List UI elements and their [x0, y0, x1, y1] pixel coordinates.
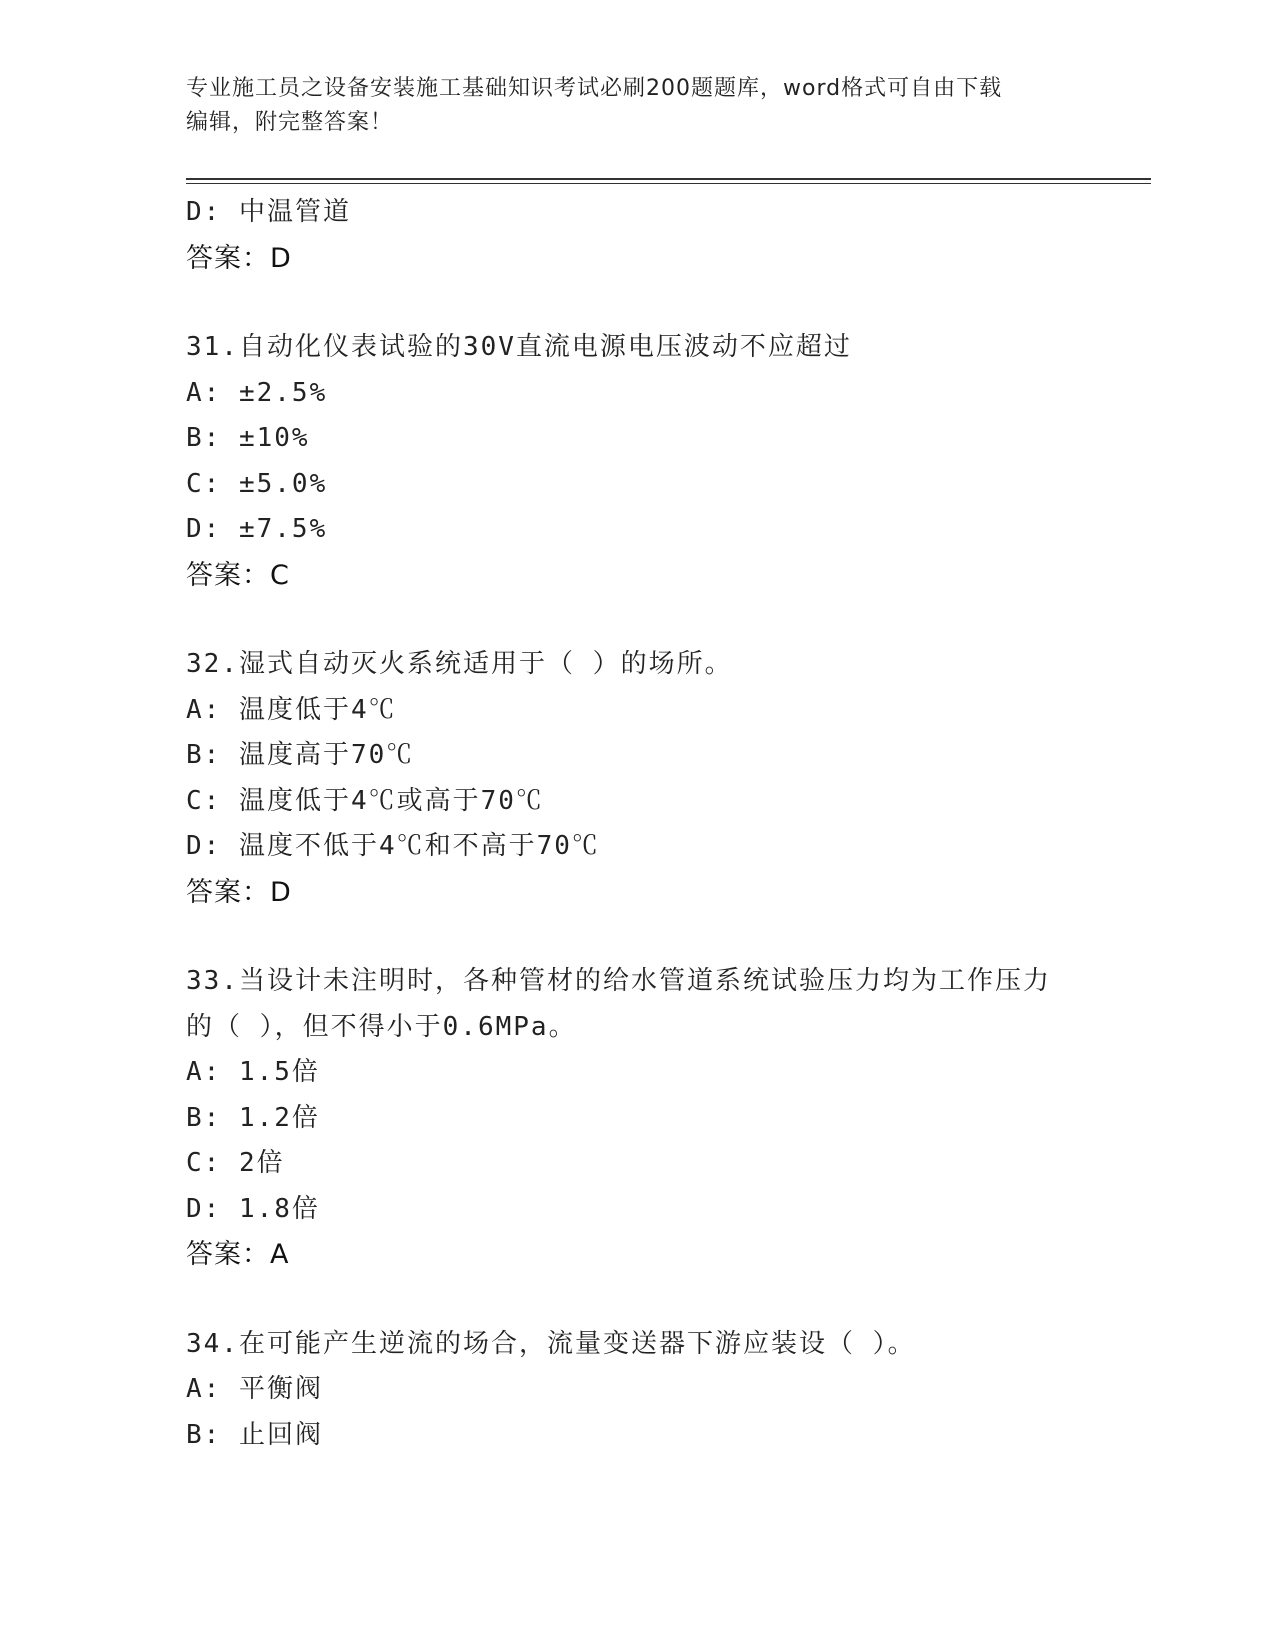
question-spacer [186, 598, 1151, 642]
question-stem-line: 的（ ），但不得小于0.6MPa。 [186, 1011, 577, 1042]
carryover-option-d: D: 中温管道 [186, 197, 351, 227]
header-rule-thin [186, 183, 1151, 184]
option-c: C: ±5.0% [186, 468, 328, 499]
option-d: D: 1.8倍 [186, 1193, 320, 1224]
option-b: B: 止回阀 [186, 1419, 323, 1450]
answer: 答案：C [186, 559, 290, 591]
question-stem [186, 642, 1151, 688]
question-spacer [186, 1278, 1151, 1322]
option-b: B: 1.2倍 [186, 1102, 320, 1133]
question-stem-line: 33.当设计未注明时，各种管材的给水管道系统试验压力均为工作压力 [186, 966, 1051, 996]
question-stem [186, 959, 1151, 1050]
option-c: C: 2倍 [186, 1148, 285, 1178]
option-a: A: 温度低于4℃ [186, 694, 397, 725]
question-stem [186, 325, 1151, 371]
option-d: D: 温度不低于4℃和不高于70℃ [186, 831, 600, 861]
question-spacer [186, 915, 1151, 959]
question-32 [186, 642, 1151, 915]
question-spacer [186, 281, 1151, 325]
header-title-line-1: 专业施工员之设备安装施工基础知识考试必刷200题题库，word格式可自由下载 [186, 76, 1003, 101]
page-header [186, 72, 1086, 140]
option-b: B: 温度高于70℃ [186, 740, 415, 770]
question-34 [186, 1322, 1151, 1459]
option-a: A: 平衡阀 [186, 1374, 323, 1404]
question-stem-line: 31.自动化仪表试验的30V直流电源电压波动不应超过 [186, 332, 852, 362]
question-stem [186, 1322, 1151, 1368]
answer: 答案：D [186, 876, 292, 908]
question-stem-line: 32.湿式自动灭火系统适用于（ ）的场所。 [186, 649, 733, 679]
question-content [186, 190, 1151, 1458]
option-c: C: 温度低于4℃或高于70℃ [186, 785, 544, 816]
header-rule-thick [186, 178, 1151, 180]
option-b: B: ±10% [186, 423, 310, 453]
question-stem-line: 34.在可能产生逆流的场合，流量变送器下游应装设（ ）。 [186, 1328, 916, 1359]
option-a: A: 1.5倍 [186, 1057, 320, 1087]
option-a: A: ±2.5% [186, 377, 328, 408]
question-31 [186, 325, 1151, 598]
answer: 答案：A [186, 1239, 290, 1270]
header-title-line-2: 编辑，附完整答案！ [186, 110, 394, 135]
question-33 [186, 959, 1151, 1278]
option-d: D: ±7.5% [186, 514, 328, 544]
carryover-answer: 答案：D [186, 242, 292, 274]
